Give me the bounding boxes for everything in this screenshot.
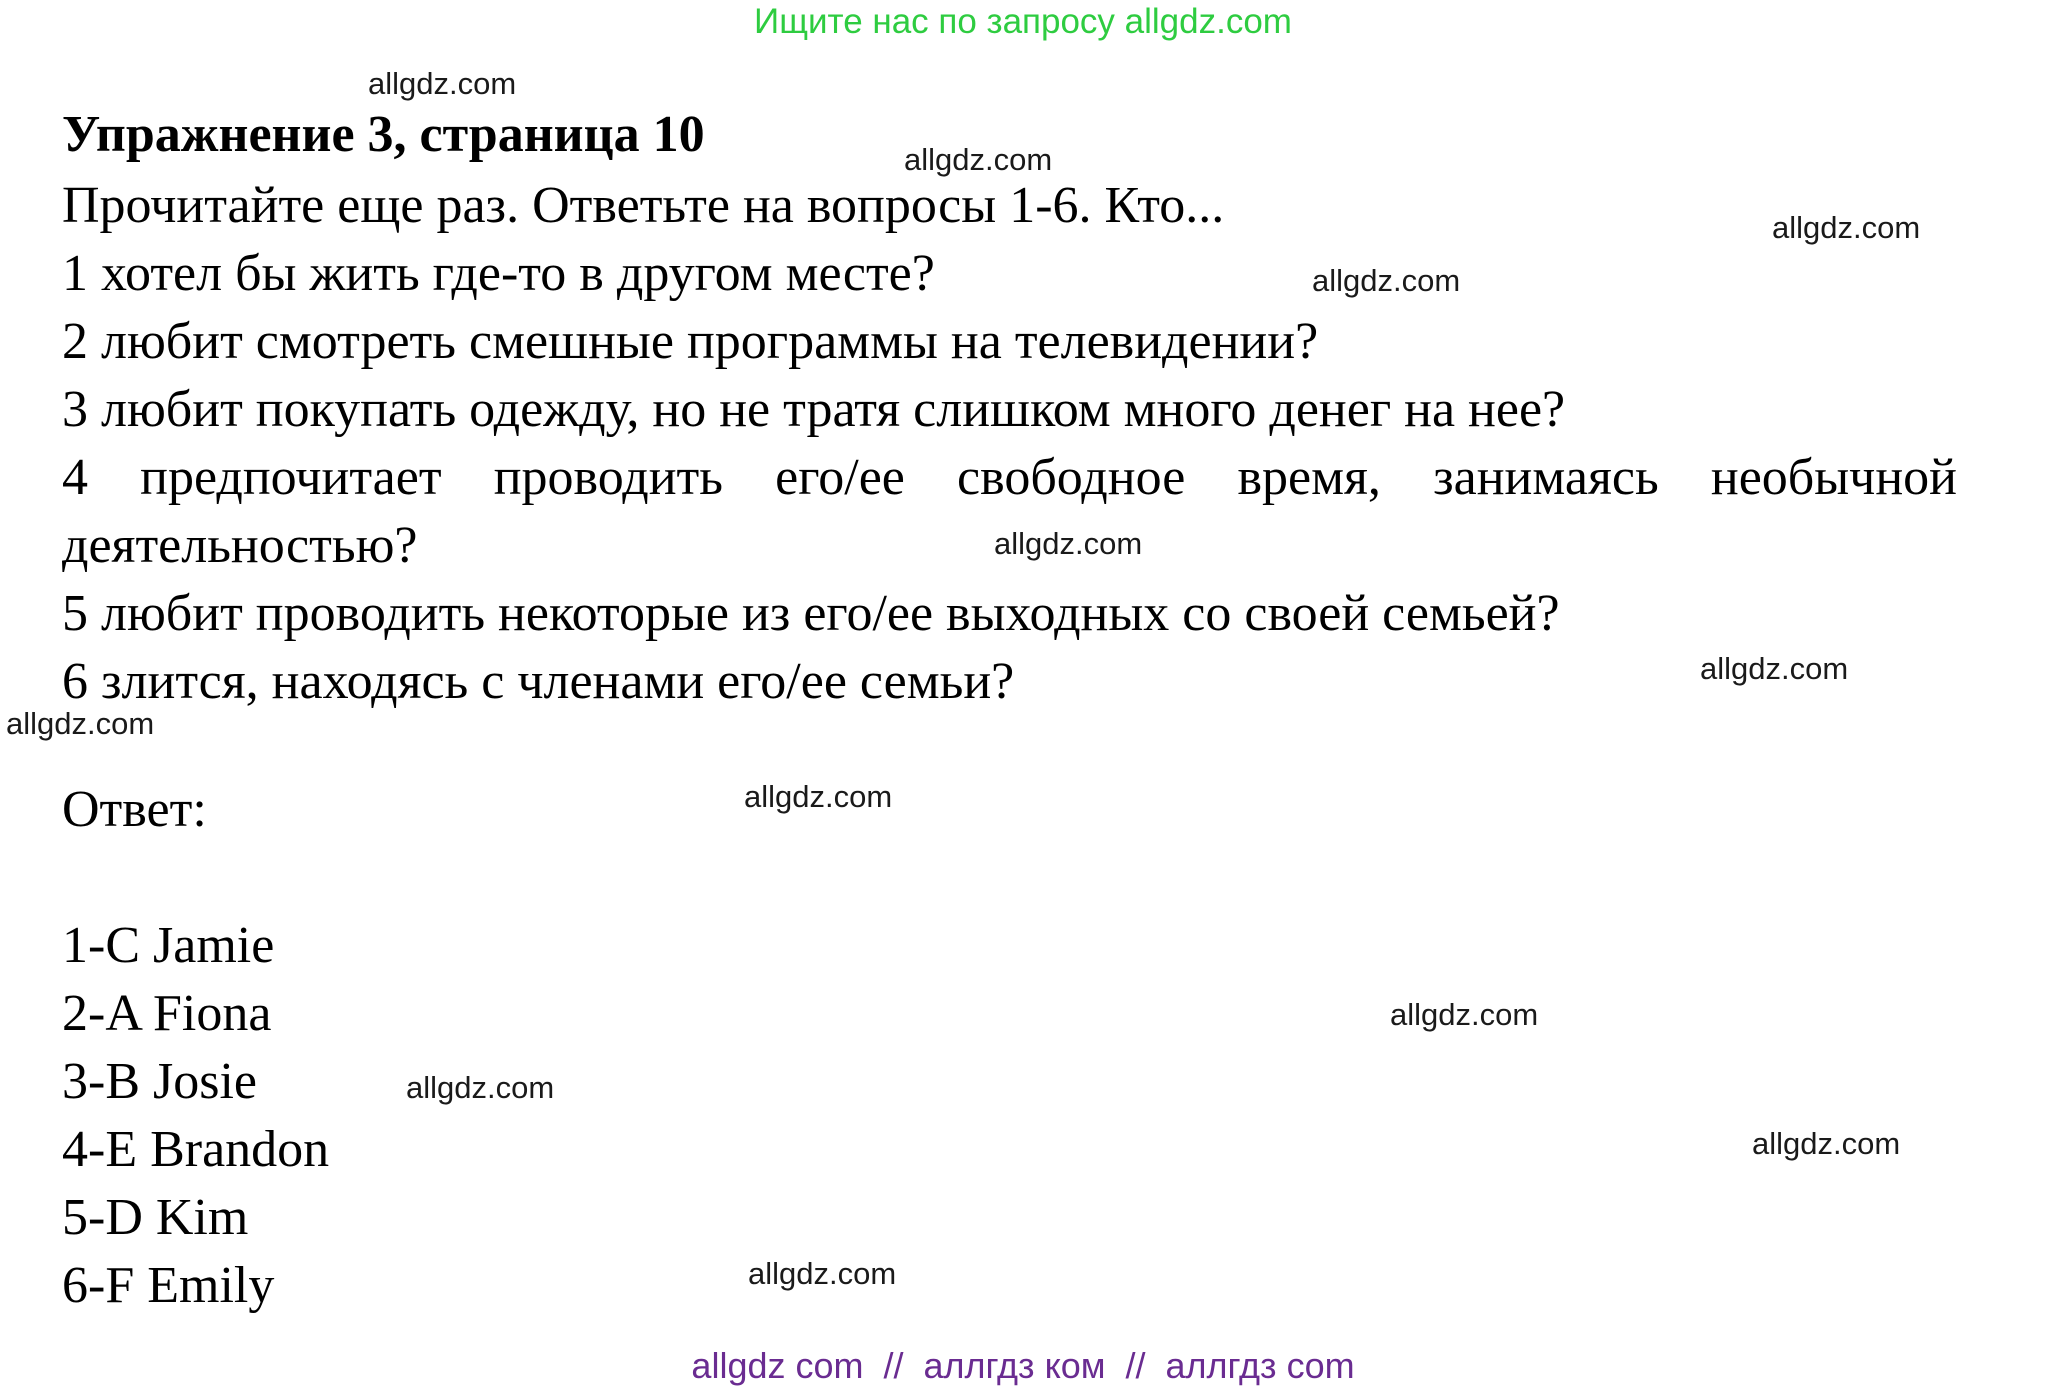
watermark: allgdz.com <box>904 142 1053 177</box>
watermark: allgdz.com <box>1700 651 1849 686</box>
watermark: allgdz.com <box>994 526 1143 561</box>
question-item: 4 предпочитает проводить его/ее свободное время, занимаясь необычной деятельностью? <box>62 449 1957 574</box>
question-item: 3 любит покупать одежду, но не тратя слишком много денег на нее? <box>62 381 1566 438</box>
answer-item: 2-A Fiona <box>62 985 272 1042</box>
answer-list <box>62 912 329 1320</box>
watermark: allgdz.com <box>1390 997 1539 1032</box>
bottom-banner[interactable]: allgdz com // аллгдз ком // аллгдз com <box>691 1345 1355 1386</box>
watermark: allgdz.com <box>744 779 893 814</box>
question-item: 2 любит смотреть смешные программы на телевидении? <box>62 313 1319 370</box>
answer-item: 4-E Brandon <box>62 1121 330 1178</box>
watermark: allgdz.com <box>406 1070 555 1105</box>
answer-item: 1-C Jamie <box>62 917 275 974</box>
answer-item: 6-F Emily <box>62 1257 275 1314</box>
watermark: allgdz.com <box>748 1256 897 1291</box>
watermark: allgdz.com <box>1752 1126 1901 1161</box>
question-item: 5 любит проводить некоторые из его/ее выходных со своей семьей? <box>62 585 1560 642</box>
answer-item: 3-B Josie <box>62 1053 257 1110</box>
watermark: allgdz.com <box>368 66 517 101</box>
watermark: allgdz.com <box>1312 263 1461 298</box>
exercise-title: Упражнение 3, страница 10 <box>62 106 705 163</box>
question-list <box>62 240 1957 716</box>
question-item: 6 злится, находясь с членами его/ее семьи? <box>62 653 1015 710</box>
question-item: 1 хотел бы жить где-то в другом месте? <box>62 245 935 302</box>
top-banner[interactable]: Ищите нас по запросу allgdz.com <box>754 2 1292 41</box>
watermark: allgdz.com <box>1772 210 1921 245</box>
answer-label: Ответ: <box>62 781 207 838</box>
exercise-instruction: Прочитайте еще раз. Ответьте на вопросы 1-6. Кто... <box>62 177 1225 234</box>
answer-item: 5-D Kim <box>62 1189 249 1246</box>
watermark: allgdz.com <box>6 706 155 741</box>
